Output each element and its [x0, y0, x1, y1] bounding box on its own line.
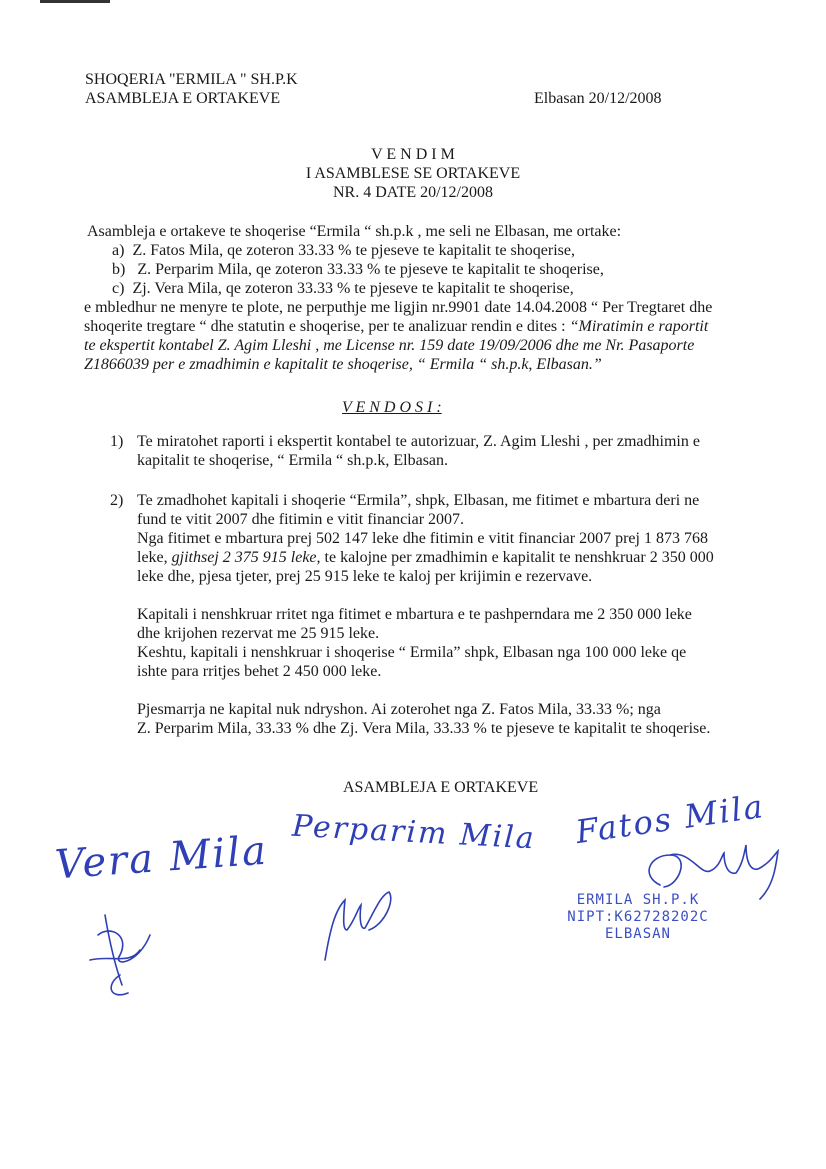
- decision-text: Te zmadhohet kapitali i shoqerie “Ermila”, shpk, Elbasan, me fitimet e mbartura deri ne: [137, 492, 700, 509]
- intro-lead: Asambleja e ortakeve te shoqerise “Ermila “ sh.p.k , me seli ne Elbasan, me ortake:: [87, 223, 622, 240]
- partner-item: [87, 260, 712, 279]
- list-marker: a): [112, 242, 125, 259]
- paraf-vera-mila: [50, 815, 230, 1005]
- intro-text: e mbledhur ne menyre te plote, ne perputhje me ligjin nr.9901 date 14.04.2008 “ Per Tregtaret dhe: [84, 299, 713, 316]
- partner-text: Zj. Vera Mila, qe zoteron 33.33 % te pjeseve te kapitalit te shoqerise,: [132, 280, 574, 297]
- decision-text: fund te vitit 2007 dhe fitimin e vitit financiar 2007.: [137, 511, 465, 528]
- title-line-1: V E N D I M: [371, 146, 455, 163]
- decision-text: kapitalit te shoqerise, “ Ermila “ sh.p.k, Elbasan.: [137, 452, 449, 469]
- partner-item: [87, 279, 712, 298]
- decision-marker: 1): [110, 433, 124, 450]
- decision-text-part: leke,: [137, 549, 172, 566]
- signature-vera-mila: Vera Mila: [53, 827, 270, 889]
- capital-text: Kapitali i nenshkruar rritet nga fitimet e mbartura e te pashperndara me 2 350 000 leke: [137, 606, 692, 623]
- company-name: SHOQERIA "ERMILA " SH.P.K: [85, 71, 298, 88]
- stamp-company: ERMILA SH.P.K: [576, 892, 700, 908]
- decision-text-part: te kalojne per zmadhimin e kapitalit te nenshkruar 2 350 000: [320, 549, 714, 566]
- signature-perparim-mila: Perparim Mila: [291, 808, 537, 857]
- agenda-text: te ekspertit kontabel Z. Agim Lleshi , me License nr. 159 date 19/09/2006 dhe me Nr. Pasaporte: [84, 337, 695, 354]
- capital-text: ishte para rritjes behet 2 450 000 leke.: [137, 663, 382, 680]
- intro-section: [84, 222, 713, 374]
- decision-text: Nga fitimet e mbartura prej 502 147 leke dhe fitimin e vitit financiar 2007 prej 1 873 768: [137, 530, 708, 547]
- partner-item: [87, 241, 712, 260]
- signatures-heading: ASAMBLEJA E ORTAKEVE: [343, 779, 539, 796]
- participation-text: Pjesmarrja ne kapital nuk ndryshon. Ai zoterohet nga Z. Fatos Mila, 33.33 %; nga: [137, 701, 661, 718]
- intro-text: [84, 317, 712, 336]
- capital-text: dhe krijohen rezervat me 25 915 leke.: [137, 625, 380, 642]
- decision-text: [137, 548, 714, 567]
- paraf-perparim-mila: [285, 800, 535, 980]
- list-marker: c): [112, 280, 125, 297]
- signature-fatos-mila: Fatos Mila: [573, 786, 767, 852]
- scan-edge-mark: [40, 0, 110, 3]
- partner-text: Z. Fatos Mila, qe zoteron 33.33 % te pjeseve te kapitalit te shoqerise,: [132, 242, 575, 259]
- company-stamp: [548, 892, 728, 943]
- decides-heading: V E N D O S I :: [342, 399, 442, 416]
- intro-text-part: shoqerite tregtare “ dhe statutin e shoqerise, per te analizuar rendin e dites :: [84, 318, 570, 335]
- stamp-city: ELBASAN: [604, 926, 671, 942]
- participation-text: Z. Perparim Mila, 33.33 % dhe Zj. Vera Mila, 33.33 % te pjeseve te kapitalit te shoqerise.: [137, 720, 711, 737]
- decision-marker: 2): [110, 492, 124, 509]
- assembly-name: ASAMBLEJA E ORTAKEVE: [85, 90, 281, 107]
- decision-text: leke dhe, pjesa tjeter, prej 25 915 leke te kaloj per krijimin e rezervave.: [137, 568, 593, 585]
- partner-text: Z. Perparim Mila, qe zoteron 33.33 % te pjeseve te kapitalit te shoqerise,: [137, 261, 604, 278]
- title-line-3: NR. 4 DATE 20/12/2008: [333, 184, 493, 201]
- stamp-nipt: NIPT:K62728202C: [567, 909, 709, 925]
- list-marker: b): [112, 261, 126, 278]
- document-title: [0, 145, 826, 202]
- title-line-2: I ASAMBLESE SE ORTAKEVE: [305, 165, 521, 182]
- agenda-text: Z1866039 per e zmadhimin e kapitalit te shoqerise, “ Ermila “ sh.p.k, Elbasan.”: [84, 356, 602, 373]
- agenda-text: “Miratimin e raportit: [569, 318, 709, 335]
- total-amount: gjithsej 2 375 915 leke,: [171, 549, 321, 566]
- place-date: Elbasan 20/12/2008: [534, 90, 662, 107]
- decision-2: [137, 491, 714, 738]
- decision-1: [137, 432, 700, 470]
- capital-text: Keshtu, kapitali i nenshkruar i shoqerise “ Ermila” shpk, Elbasan nga 100 000 leke qe: [137, 644, 687, 661]
- decision-text: Te miratohet raporti i ekspertit kontabel te autorizuar, Z. Agim Lleshi , per zmadhimin e: [137, 433, 700, 450]
